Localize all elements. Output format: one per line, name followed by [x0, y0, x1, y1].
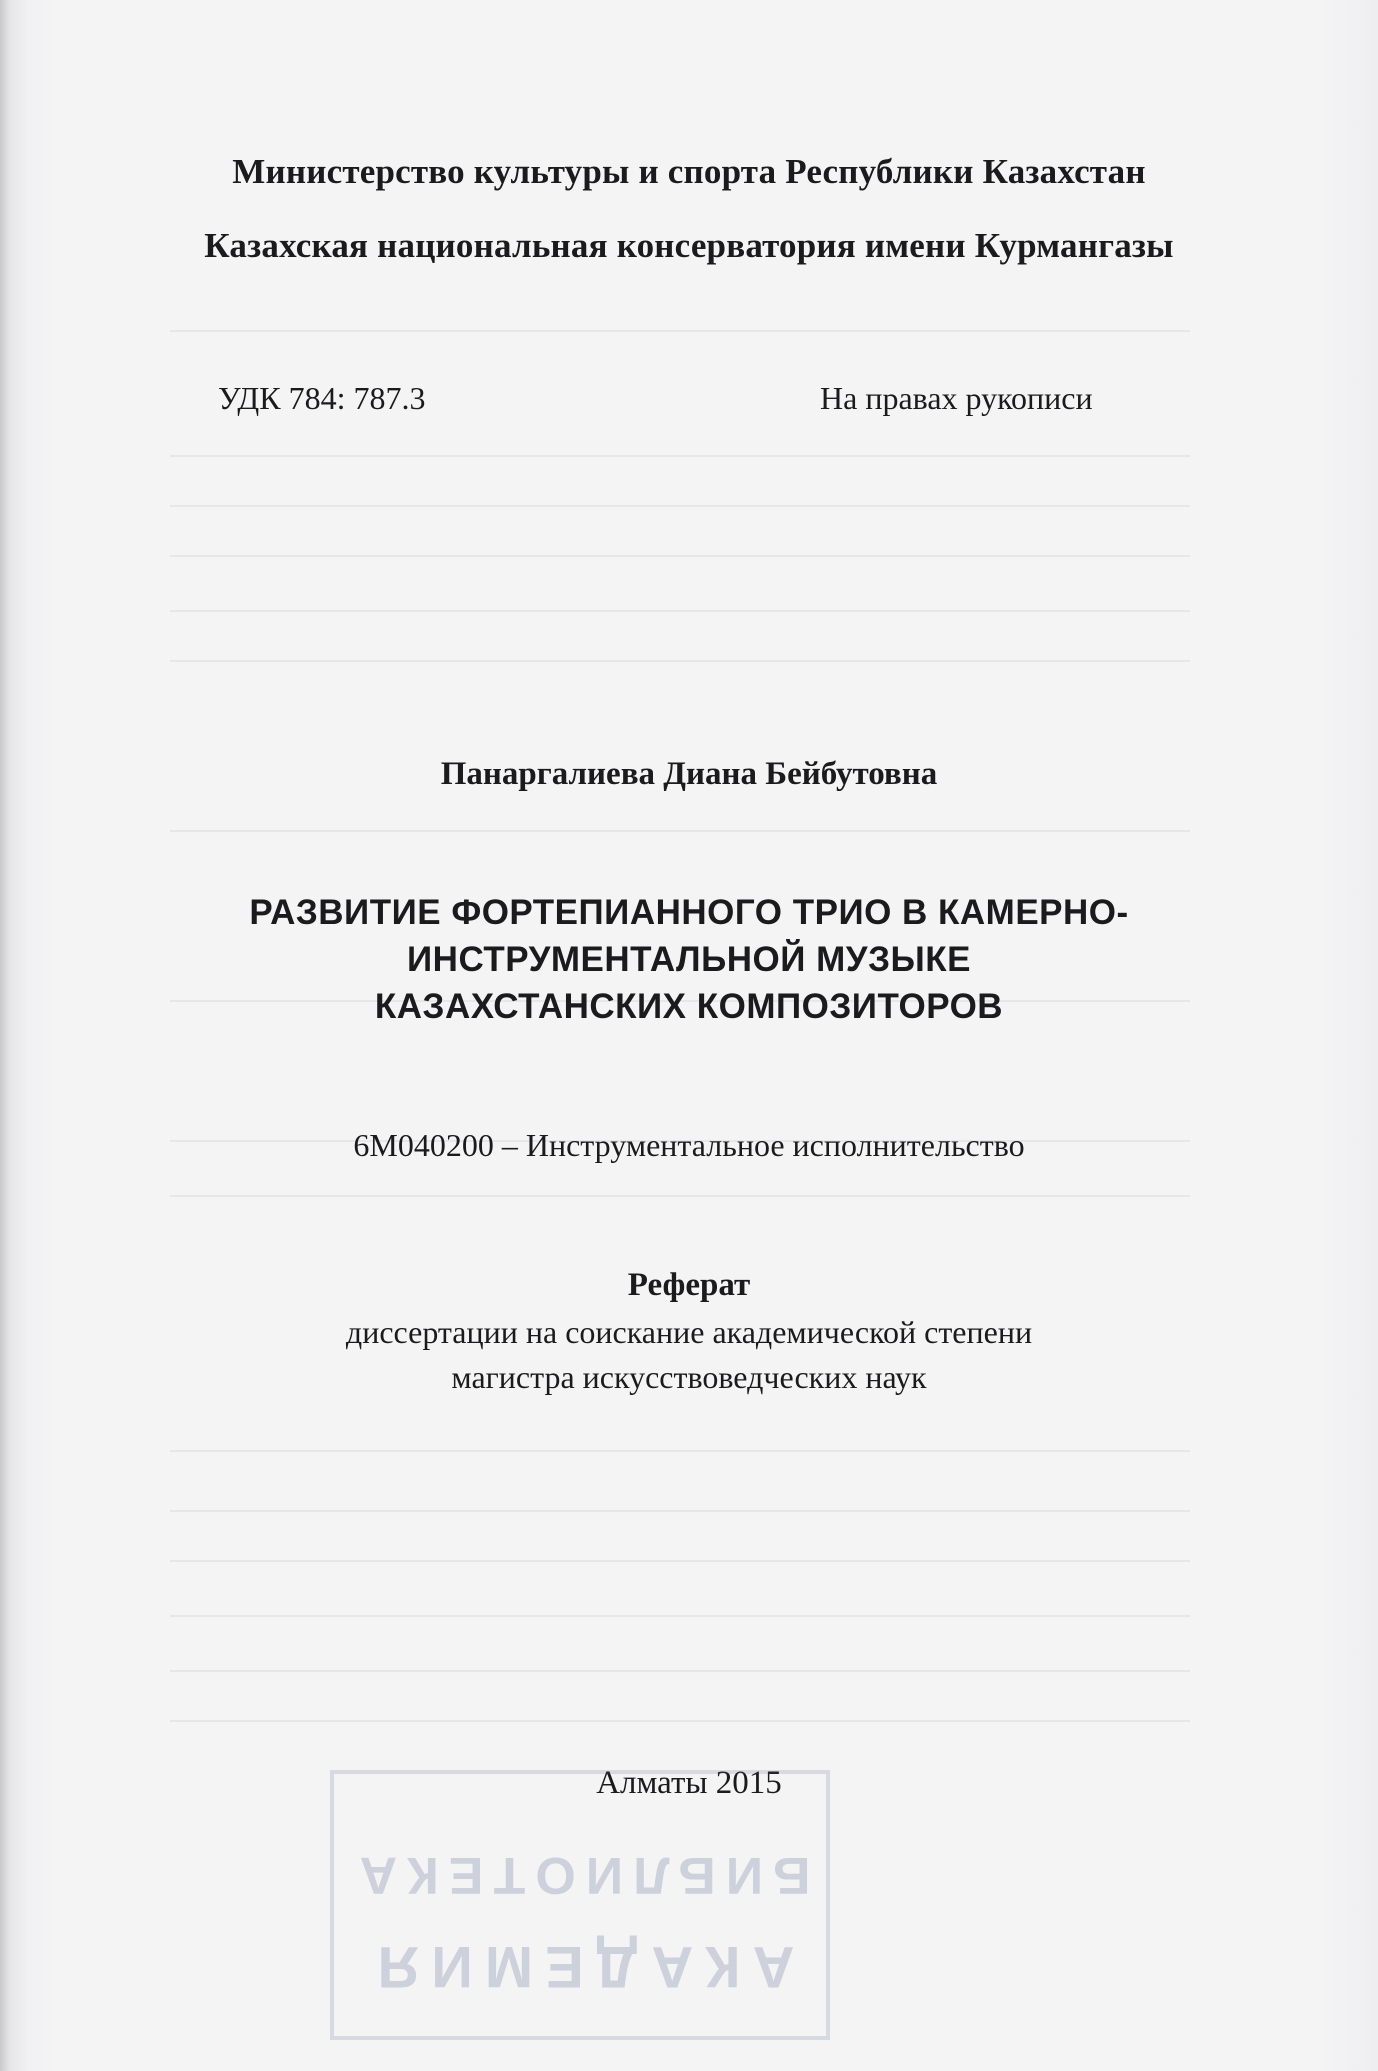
abstract-line-2: магистра искусствоведческих наук: [451, 1359, 927, 1395]
author-name: Панаргалиева Диана Бейбутовна: [440, 756, 938, 792]
abstract-line-1: диссертации на соискание академической степени: [345, 1314, 1033, 1350]
abstract-heading: Реферат: [627, 1267, 751, 1303]
stamp-line-1: АКАДЕМИЯ: [365, 1934, 795, 1999]
specialty-code: 6М040200 – Инструментальное исполнительство: [353, 1127, 1025, 1163]
conservatory-heading: Казахская национальная консерватория имени Курмангазы: [204, 226, 1174, 265]
stamp-line-2: БИБЛИОТЕКА: [349, 1846, 811, 1904]
udk-code: УДК 784: 787.3: [218, 380, 426, 416]
library-stamp: [330, 1770, 830, 2040]
place-and-year: Алматы 2015: [596, 1765, 782, 1801]
ministry-heading: Министерство культуры и спорта Республики Казахстан: [232, 152, 1146, 191]
thesis-title-line-1: РАЗВИТИЕ ФОРТЕПИАННОГО ТРИО В КАМЕРНО-: [249, 893, 1129, 932]
thesis-title-line-2: ИНСТРУМЕНТАЛЬНОЙ МУЗЫКЕ: [407, 940, 971, 979]
thesis-title-line-3: КАЗАХСТАНСКИХ КОМПОЗИТОРОВ: [374, 987, 1004, 1026]
manuscript-rights: На правах рукописи: [820, 380, 1093, 416]
